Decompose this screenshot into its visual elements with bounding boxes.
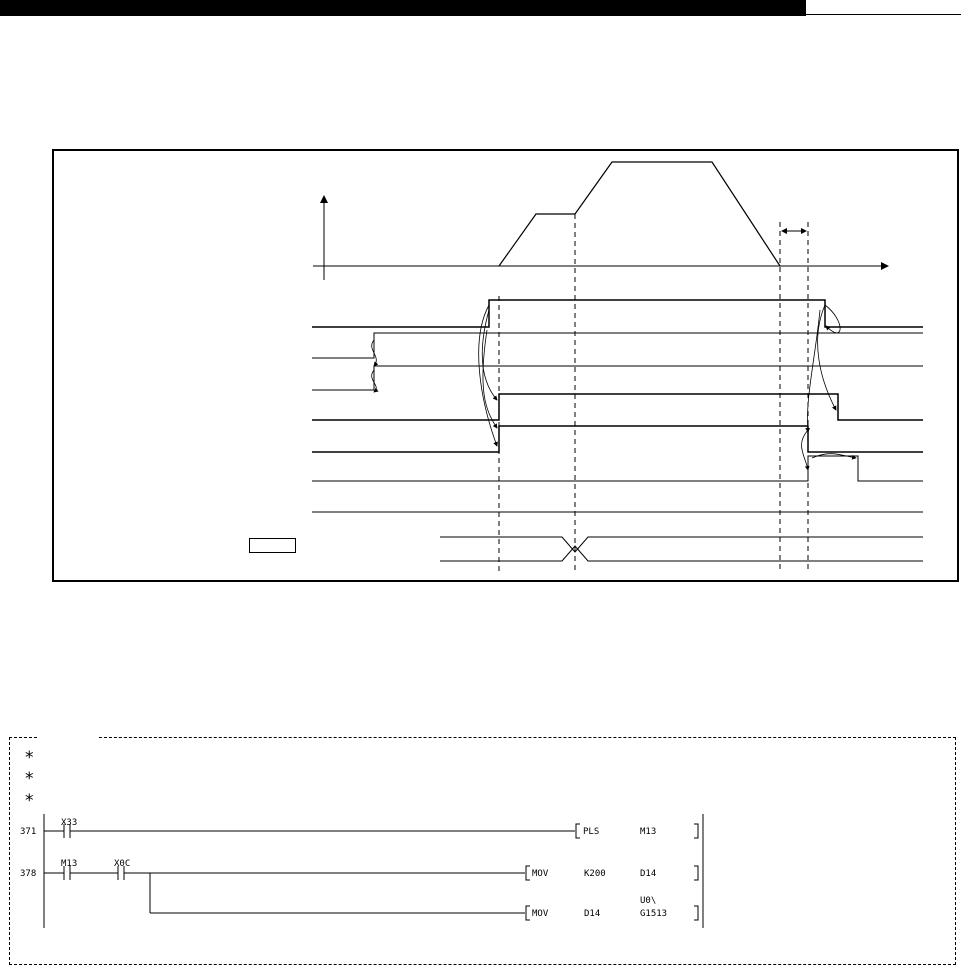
contact-label: X33 xyxy=(61,818,78,828)
instruction-name: PLS xyxy=(583,827,600,837)
mov1-bracket-close xyxy=(694,866,698,880)
contact-label: M13 xyxy=(61,859,78,869)
mov2-bracket-open xyxy=(526,906,530,920)
comment-marker: * xyxy=(25,769,34,789)
instruction-operand: D14 xyxy=(584,909,601,919)
instruction-name: MOV xyxy=(532,909,549,919)
instruction-operand: K200 xyxy=(584,869,606,879)
comment-marker: * xyxy=(25,748,34,768)
instruction-operand: U0\ xyxy=(640,896,657,906)
mov1-bracket-open xyxy=(526,866,530,880)
pls-bracket-open xyxy=(576,824,580,838)
comment-marker: * xyxy=(25,791,34,811)
mov2-bracket-close xyxy=(694,906,698,920)
pls-bracket-close xyxy=(694,824,698,838)
step-number: 378 xyxy=(20,869,37,879)
instruction-operand: G1513 xyxy=(640,909,668,919)
instruction-operand: D14 xyxy=(640,869,657,879)
instruction-name: MOV xyxy=(532,869,549,879)
step-number: 371 xyxy=(20,827,37,837)
contact-label: X0C xyxy=(114,859,131,869)
instruction-operand: M13 xyxy=(640,827,657,837)
